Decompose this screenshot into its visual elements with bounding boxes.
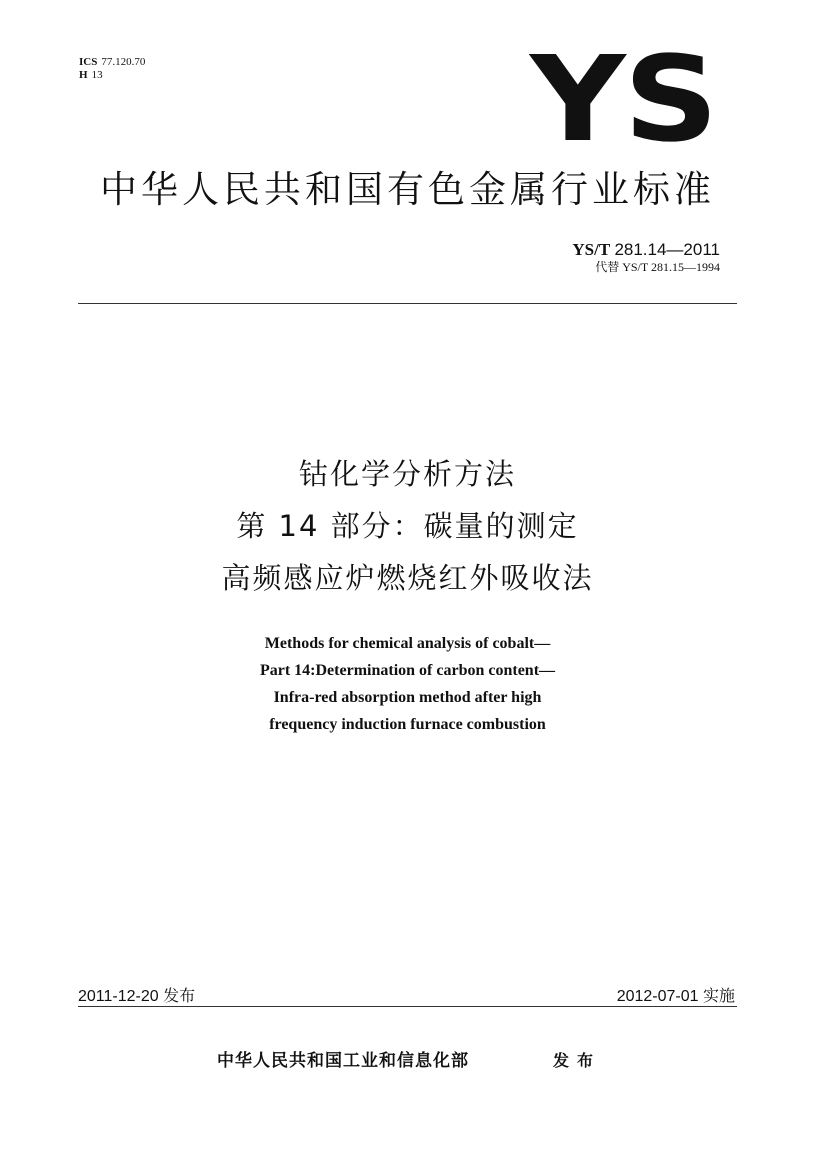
standard-category-headline: 中华人民共和国有色金属行业标准: [100, 168, 715, 211]
standard-code: 281.14—2011: [614, 240, 720, 259]
standard-number: [572, 240, 720, 260]
chinese-title-line-1: 钴化学分析方法: [298, 457, 516, 491]
ics-line: [79, 56, 145, 69]
english-title-line-3: Infra-red absorption method after high: [273, 689, 542, 706]
ys-logo: YS: [530, 30, 717, 168]
english-title: [0, 630, 815, 738]
chinese-title-line-2: 第 14 部分：碳量的测定: [236, 509, 579, 543]
ccs-line: [79, 69, 145, 82]
ics-label: ICS: [79, 56, 98, 68]
issue-date: 2011-12-20 发布: [78, 988, 196, 1005]
ccs-label: H: [79, 69, 88, 81]
english-title-line-4: frequency induction furnace combustion: [269, 716, 546, 733]
standard-prefix: YS/T: [572, 240, 611, 259]
chinese-title: [0, 448, 815, 604]
ccs-value: 13: [91, 69, 103, 81]
header-divider: [78, 303, 737, 304]
replaces-standard: 代替 YS/T 281.15—1994: [595, 260, 720, 274]
implementation-date: 2012-07-01 实施: [616, 988, 735, 1005]
english-title-line-1: Methods for chemical analysis of cobalt—: [264, 635, 551, 652]
issue-action: 发布: [553, 1051, 602, 1070]
ics-value: 77.120.70: [101, 56, 146, 68]
classification-codes: [79, 56, 145, 82]
issuing-authority: 中华人民共和国工业和信息化部: [217, 1051, 469, 1071]
english-title-line-2: Part 14:Determination of carbon content—: [259, 662, 556, 679]
chinese-title-line-3: 高频感应炉燃烧红外吸收法: [221, 561, 594, 595]
footer-divider: [78, 1006, 737, 1007]
standard-number-block: [572, 240, 720, 275]
